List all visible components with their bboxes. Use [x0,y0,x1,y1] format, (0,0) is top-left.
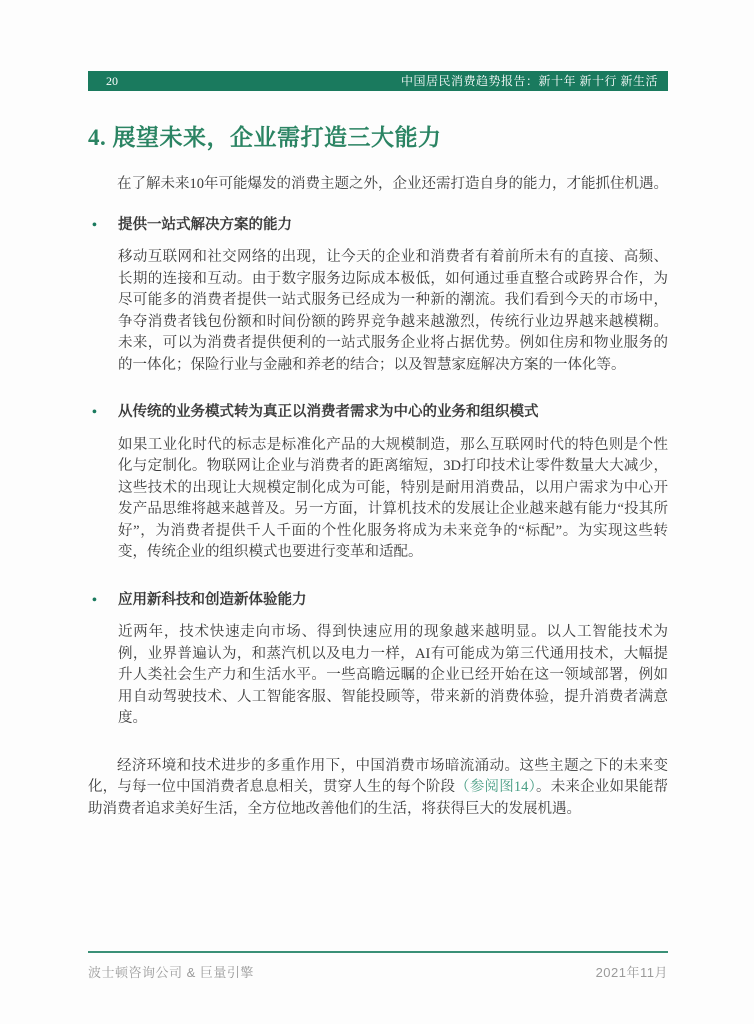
bullet-heading: 应用新科技和创造新体验能力 [118,591,307,608]
bullet-heading-row [88,215,668,237]
bullet-heading-row [88,402,668,424]
page-footer [88,951,668,981]
closing-text-after: 。未来企业如果能帮助消费者追求美好生活，全方位地改善他们的生活，将获得巨大的发展机遇。 [88,779,669,817]
closing-text-before: 经济环境和技术进步的多重作用下，中国消费市场暗流涌动。这些主题之下的未来变化，与每一位中国消费者息息相关，贯穿人生的每个阶段 [88,757,668,796]
bullet-item-one-stop-solution [88,215,668,377]
bullet-body: 近两年，技术快速走向市场、得到快速应用的现象越来越明显。以人工智能技术为例，业界普遍认为，和蒸汽机以及电力一样，AI有可能成为第三代通用技术，大幅提升人类社会生产力和生活水平。一些高瞻远瞩的企业已经开始在这一领域部署，例如用自动驾驶技术、人工智能客服、智能投顾等，带来新的消费体验，提升消费者满意度。 [118,624,668,727]
bullet-heading-row [88,590,668,612]
page-header-bar [88,71,668,91]
report-title: 中国居民消费趋势报告：新十年 新十行 新生活 [400,74,658,88]
bullet-dot-icon: • [92,592,97,608]
footer-publisher: 波士顿咨询公司 & 巨量引擎 [88,965,254,980]
intro-paragraph: 在了解未来10年可能爆发的消费主题之外，企业还需打造自身的能力，才能抓住机遇。 [117,176,668,193]
section-title: 4. 展望未来，企业需打造三大能力 [88,125,442,150]
bullet-body: 如果工业化时代的标志是标准化产品的大规模制造，那么互联网时代的特色则是个性化与定制化。物联网让企业与消费者的距离缩短，3D打印技术让零件数量大大减少，这些技术的出现让大规模定制化成为可能，特别是耐用消费品，以用户需求为中心开发产品思维将越来越普及。另一方面，计算机技术的发展让企业越来越有能力“投其所好”，为消费者提供千人千面的个性化服务将成为未来竞争的“标配”。为实现这些转变，传统企业的组织模式也要进行变革和适配。 [118,436,668,561]
bullet-heading: 提供一站式解决方案的能力 [118,216,292,233]
content-column [88,71,668,820]
bullet-dot-icon: • [92,217,97,233]
bullet-item-consumer-centric-model [88,402,668,564]
bullet-heading: 从传统的业务模式转为真正以消费者需求为中心的业务和组织模式 [118,404,539,421]
footer-date: 2021年11月 [595,965,668,980]
closing-paragraph [88,756,668,821]
page-number: 20 [106,74,118,88]
bullet-body: 移动互联网和社交网络的出现，让今天的企业和消费者有着前所未有的直接、高频、长期的连接和互动。由于数字服务边际成本极低，如何通过垂直整合或跨界合作，为尽可能多的消费者提供一站式服务已经成为一种新的潮流。我们看到今天的市场中，争夺消费者钱包份额和时间份额的跨界竞争越来越激烈，传统行业边界越来越模糊。未来，可以为消费者提供便利的一站式服务企业将占据优势。例如住房和物业服务的的一体化；保险行业与金融和养老的结合；以及智慧家庭解决方案的一体化等。 [118,249,668,373]
bullet-item-new-tech-experience [88,590,668,730]
bullet-dot-icon: • [92,405,97,421]
figure-14-link[interactable]: （参阅图14） [455,779,537,796]
